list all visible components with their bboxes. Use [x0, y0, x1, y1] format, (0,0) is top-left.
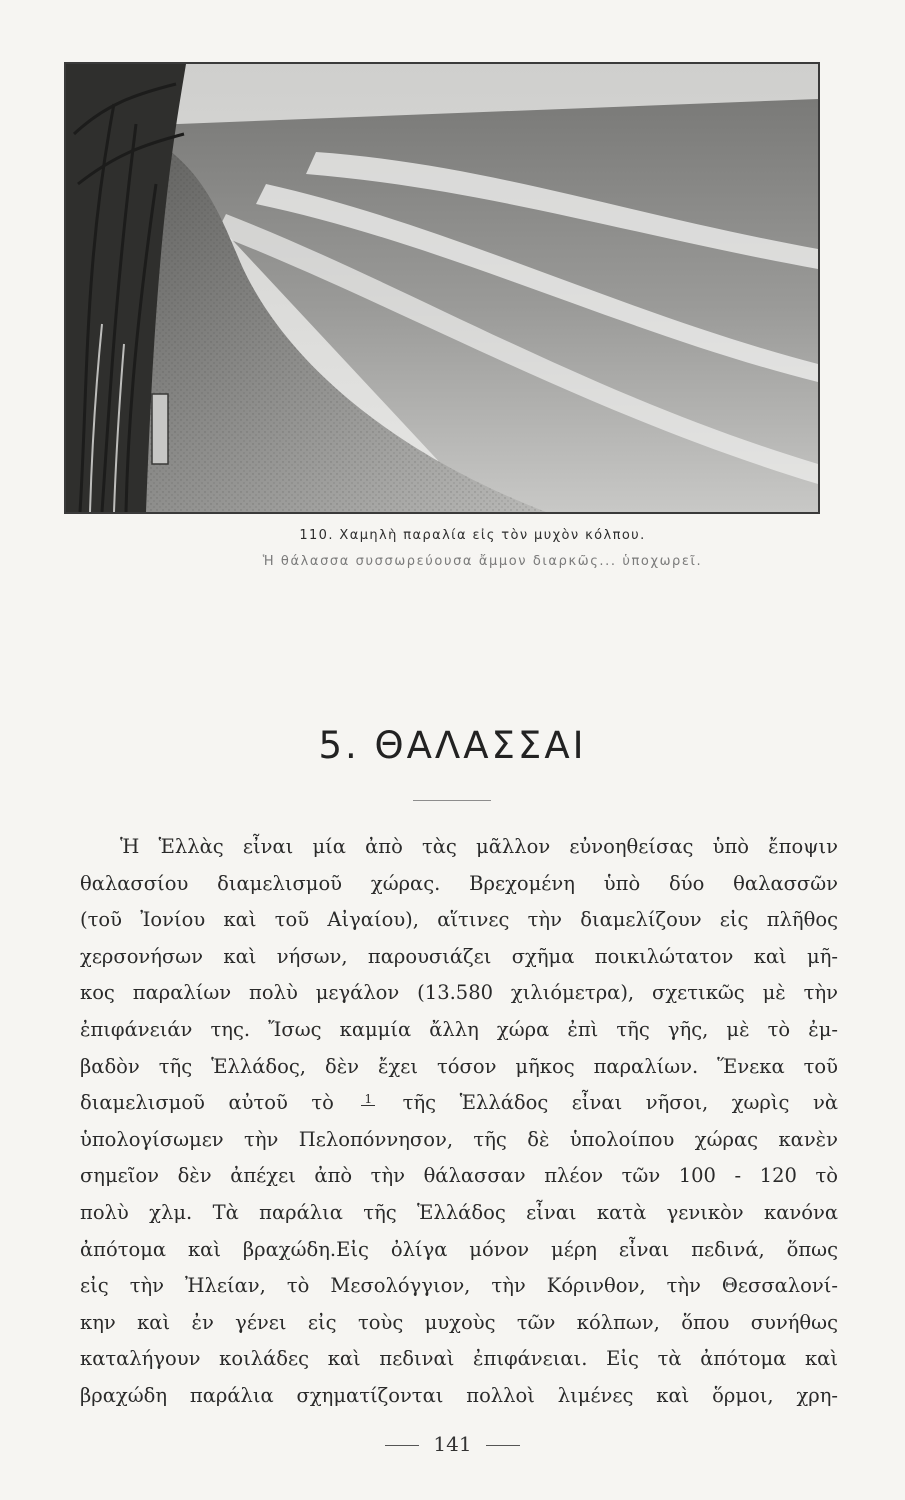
- text-line: κος παραλίων πολὺ μεγάλον (13.580 χιλιόμετρα), σχετικῶς μὲ τὴν: [80, 981, 838, 1005]
- text-line: θαλασσίου διαμελισμοῦ χώρας. Βρεχομένη ὑπὸ δύο θαλασσῶν: [80, 871, 838, 895]
- beach-photo-illustration: [66, 64, 818, 512]
- section-heading: 5. ΘΑΛΑΣΣΑΙ: [318, 724, 587, 767]
- text-line: χερσονήσων καὶ νήσων, παρουσιάζει σχῆμα ποικιλώτατον καὶ μῆ-: [80, 944, 838, 968]
- fraction-line-suffix: τῆς Ἑλλάδος εἶναι νῆσοι, χωρὶς νὰ: [402, 1091, 839, 1115]
- text-line: (τοῦ Ἰονίου καὶ τοῦ Αἰγαίου), αἵτινες τὴν διαμελίζουν εἰς πλῆθος: [80, 908, 838, 932]
- text-line: πολὺ χλμ. Τὰ παράλια τῆς Ἑλλάδος εἶναι κατὰ γενικὸν κανόνα: [80, 1200, 838, 1224]
- page-number: [0, 1432, 905, 1456]
- heading-divider: [413, 800, 491, 801]
- figure-caption-title: 110. Χαμηλὴ παραλία εἰς τὸν μυχὸν κόλπου.: [299, 528, 646, 543]
- beach-photo: [64, 62, 820, 514]
- fraction: [361, 1093, 375, 1114]
- page-number-dash-left: [385, 1445, 419, 1446]
- text-line: ἀπότομα καὶ βραχώδη.Εἰς ὀλίγα μόνον μέρη εἶναι πεδινά, ὅπως: [80, 1237, 838, 1261]
- text-line: Ἡ Ἑλλὰς εἶναι μία ἀπὸ τὰς μᾶλλον εὐνοηθείσας ὑπὸ ἔποψιν: [120, 835, 838, 858]
- body-paragraph: [80, 829, 838, 1415]
- page-number-value: 141: [433, 1432, 472, 1456]
- text-line: βαδὸν τῆς Ἑλλάδος, δὲν ἔχει τόσον μῆκος παραλίων. Ἕνεκα τοῦ: [80, 1054, 838, 1078]
- text-line: ὑπολογίσωμεν τὴν Πελοπόννησον, τῆς δὲ ὑπολοίπου χώρας κανὲν: [80, 1127, 838, 1151]
- text-line: σημεῖον δὲν ἀπέχει ἀπὸ τὴν θάλασσαν πλέον τῶν 100 - 120 τὸ: [80, 1164, 838, 1188]
- text-line: καταλήγουν κοιλάδες καὶ πεδιναὶ ἐπιφάνειαι. Εἰς τὰ ἀπότομα καὶ: [80, 1347, 838, 1371]
- page-number-dash-right: [486, 1445, 520, 1446]
- fraction-line-prefix: διαμελισμοῦ αὐτοῦ τὸ: [80, 1091, 334, 1115]
- figure-caption-subtitle: Ἡ θάλασσα συσσωρεύουσα ἄμμον διαρκῶς... ὑποχωρεῖ.: [262, 554, 703, 569]
- text-line-with-fraction: [80, 1085, 838, 1122]
- fraction-numerator: 1: [361, 1093, 375, 1106]
- text-line: βραχώδη παράλια σχηματίζονται πολλοὶ λιμένες καὶ ὅρμοι, χρη-: [80, 1383, 838, 1407]
- text-line: ἐπιφάνειάν της. Ἴσως καμμία ἄλλη χώρα ἐπὶ τῆς γῆς, μὲ τὸ ἐμ-: [80, 1017, 838, 1041]
- text-line: εἰς τὴν Ἠλείαν, τὸ Μεσολόγγιον, τὴν Κόρινθον, τὴν Θεσσαλονί-: [80, 1274, 838, 1298]
- text-line: κην καὶ ἐν γένει εἰς τοὺς μυχοὺς τῶν κόλπων, ὅπου συνήθως: [80, 1310, 838, 1334]
